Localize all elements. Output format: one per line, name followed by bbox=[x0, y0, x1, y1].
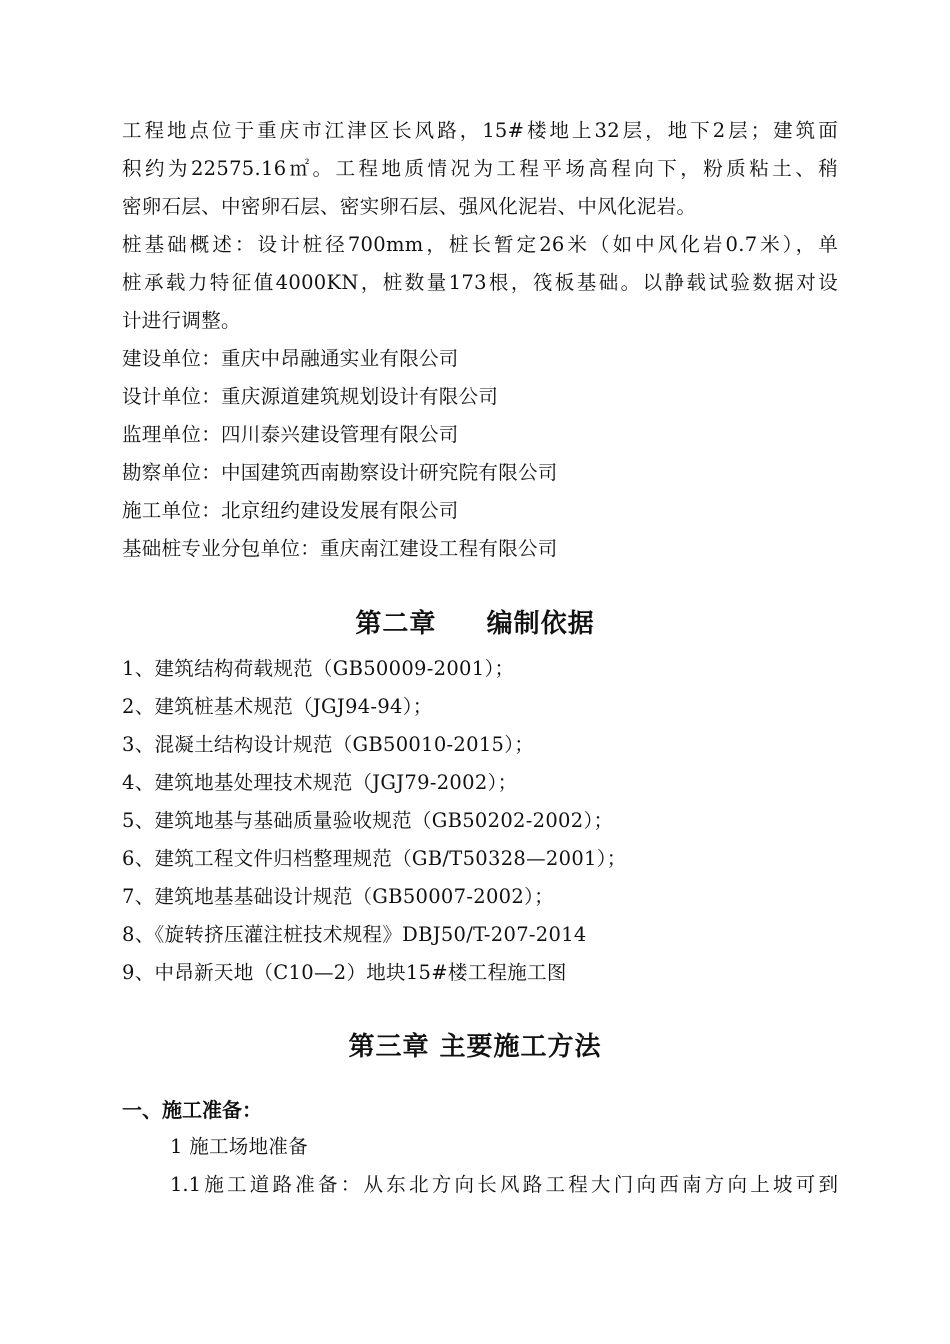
text-line: 工程地点位于重庆市江津区长风路，15#楼地上32层，地下2层；建筑面 bbox=[122, 119, 838, 142]
basis-item: 8、《旋转挤压灌注桩技术规程》DBJ50/T-207-2014 bbox=[122, 923, 587, 946]
pile-foundation-paragraph bbox=[122, 226, 838, 340]
chapter-2-heading: 第二章 编制依据 bbox=[355, 609, 595, 639]
subcontractor-unit: 基础桩专业分包单位：重庆南江建设工程有限公司 bbox=[122, 537, 558, 560]
basis-item: 7、建筑地基基础设计规范（GB50007-2002）； bbox=[122, 885, 554, 908]
survey-unit: 勘察单位：中国建筑西南勘察设计研究院有限公司 bbox=[122, 461, 558, 484]
contractor-unit: 施工单位：北京纽约建设发展有限公司 bbox=[122, 499, 459, 522]
supervision-unit: 监理单位：四川泰兴建设管理有限公司 bbox=[122, 423, 459, 446]
basis-item: 1、建筑结构荷载规范（GB50009-2001）； bbox=[122, 657, 515, 680]
design-unit: 设计单位：重庆源道建筑规划设计有限公司 bbox=[122, 385, 499, 408]
text-line: 桩承载力特征值4000KN，桩数量173根，筏板基础。以静载试验数据对设 bbox=[122, 271, 838, 294]
project-overview-paragraph bbox=[122, 112, 838, 226]
section-heading: 一、施工准备： bbox=[122, 1098, 262, 1122]
construction-unit: 建设单位：重庆中昂融通实业有限公司 bbox=[122, 347, 459, 370]
basis-item: 9、中昂新天地（C10—2）地块15#楼工程施工图 bbox=[122, 961, 567, 984]
text-line: 密卵石层、中密卵石层、密实卵石层、强风化泥岩、中风化泥岩。 bbox=[122, 195, 697, 218]
text-line: 积约为22575.16㎡。工程地质情况为工程平场高程向下，粉质粘土、稍 bbox=[122, 157, 838, 180]
subsection-heading: 1 施工场地准备 bbox=[170, 1135, 309, 1158]
basis-item: 3、混凝土结构设计规范（GB50010-2015）； bbox=[122, 733, 535, 756]
basis-item: 5、建筑地基与基础质量验收规范（GB50202-2002）； bbox=[122, 809, 614, 832]
chapter-3-heading: 第三章 主要施工方法 bbox=[348, 1032, 602, 1062]
basis-item: 6、建筑工程文件归档整理规范（GB/T50328—2001）； bbox=[122, 847, 627, 870]
text-line: 计进行调整。 bbox=[122, 309, 241, 332]
basis-item: 2、建筑桩基术规范（JGJ94-94）； bbox=[122, 695, 433, 718]
basis-item: 4、建筑地基处理技术规范（JGJ79-2002）； bbox=[122, 771, 518, 794]
subsection-text: 1.1施工道路准备：从东北方向长风路工程大门向西南方向上坡可到 bbox=[170, 1173, 838, 1196]
text-line: 桩基础概述：设计桩径700mm，桩长暂定26米（如中风化岩0.7米），单 bbox=[122, 233, 838, 256]
